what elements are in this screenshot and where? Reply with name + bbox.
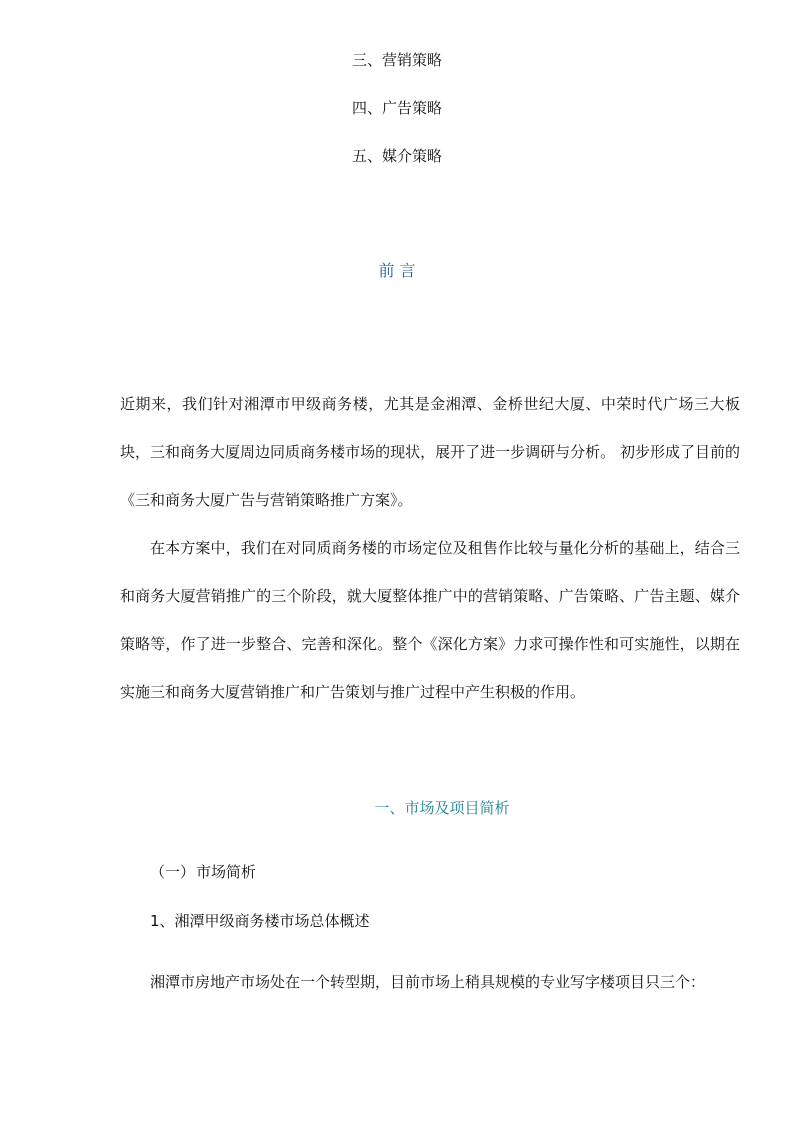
subsection-label: 市场简析 [196,863,257,881]
section-heading-market-analysis: 一、市场及项目简析 [374,799,510,817]
preface-paragraph-1: 近期来，我们针对湘潭市甲级商务楼，尤其是金湘潭、金桥世纪大厦、中荣时代广场三大板块，三和商务大厦周边同质商务楼市场的现状，展开了进一步调研与分析。 初步形成了目前的《三和商务大厦广告与营销策略推广方案》。 [120,395,740,509]
item-heading-overview: 1、湘潭甲级商务楼市场总体概述 [150,912,370,930]
toc-item-media-strategy: 五、媒介策略 [351,147,442,165]
toc-item-marketing-strategy: 三、营销策略 [351,51,442,69]
subsection-number: （一） [150,863,196,881]
preface-heading: 前 言 [378,261,416,280]
body-paragraph-overview: 湘潭市房地产市场处在一个转型期，目前市场上稍具规模的专业写字楼项目只三个： [150,973,706,991]
preface-paragraph-2: 在本方案中，我们在对同质商务楼的市场定位及租售作比较与量化分析的基础上，结合三和商务大厦营销推广的三个阶段，就大厦整体推广中的营销策略、广告策略、广告主题、媒介策略等，作了进一步整合、完善和深化。整个《深化方案》力求可操作性和可实施性，以期在实施三和商务大厦营销推广和广告策划与推广过程中产生积极的作用。 [120,539,740,701]
toc-item-advertising-strategy: 四、广告策略 [351,99,442,117]
subsection-heading [150,861,256,883]
